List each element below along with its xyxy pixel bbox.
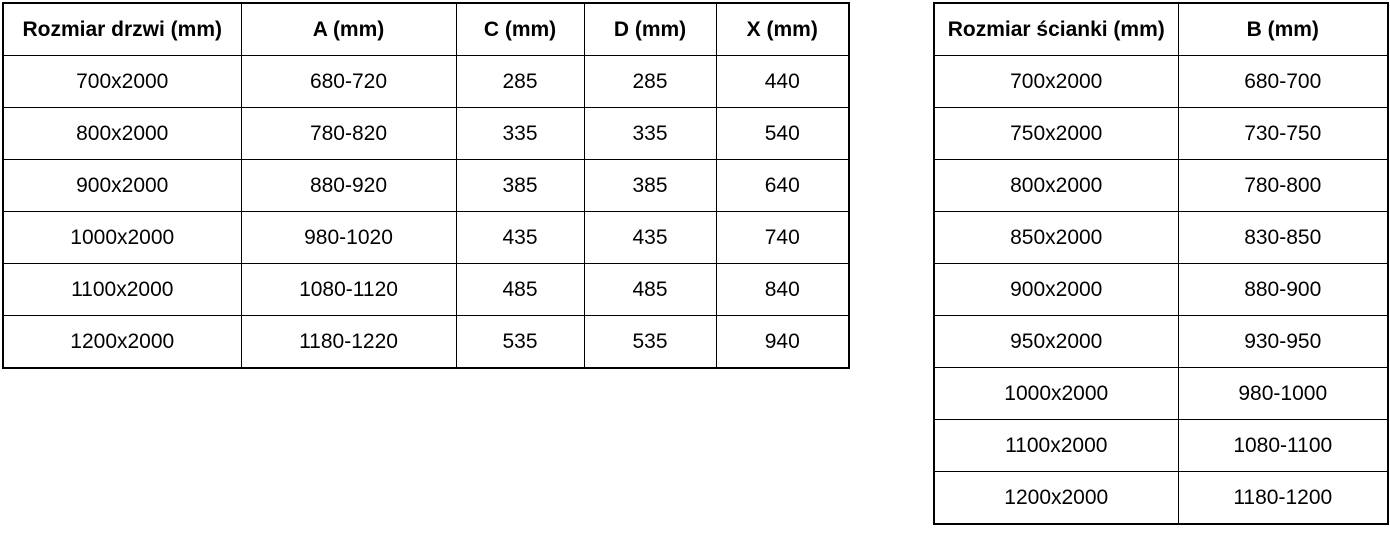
table-row (934, 420, 1388, 472)
table-row (934, 56, 1388, 108)
table-cell: 880-900 (1178, 264, 1388, 316)
table-row (934, 108, 1388, 160)
table-cell: 1200x2000 (934, 472, 1178, 525)
table-cell: 335 (456, 108, 584, 160)
table-cell: 700x2000 (3, 56, 241, 108)
column-header: C (mm) (456, 3, 584, 56)
table-cell: 680-700 (1178, 56, 1388, 108)
table-row (3, 212, 849, 264)
table-cell: 980-1020 (241, 212, 456, 264)
table-cell: 950x2000 (934, 316, 1178, 368)
table-cell: 385 (584, 160, 716, 212)
table-cell: 850x2000 (934, 212, 1178, 264)
table-cell: 1080-1120 (241, 264, 456, 316)
table-row (3, 316, 849, 369)
table-cell: 1080-1100 (1178, 420, 1388, 472)
table-row (3, 160, 849, 212)
table-cell: 1180-1200 (1178, 472, 1388, 525)
table-cell: 1100x2000 (934, 420, 1178, 472)
table-row (934, 472, 1388, 525)
table-cell: 800x2000 (3, 108, 241, 160)
table-cell: 900x2000 (3, 160, 241, 212)
table-cell: 435 (584, 212, 716, 264)
table-cell: 930-950 (1178, 316, 1388, 368)
table-cell: 680-720 (241, 56, 456, 108)
table-row (934, 316, 1388, 368)
table-cell: 740 (716, 212, 849, 264)
column-header: D (mm) (584, 3, 716, 56)
header-row (934, 3, 1388, 56)
table-cell: 535 (584, 316, 716, 369)
table-cell: 1000x2000 (3, 212, 241, 264)
table-cell: 780-800 (1178, 160, 1388, 212)
table-row (3, 264, 849, 316)
table-cell: 285 (584, 56, 716, 108)
table-cell: 730-750 (1178, 108, 1388, 160)
table-cell: 880-920 (241, 160, 456, 212)
table-cell: 1200x2000 (3, 316, 241, 369)
table-cell: 780-820 (241, 108, 456, 160)
table-cell: 285 (456, 56, 584, 108)
column-header: X (mm) (716, 3, 849, 56)
table-cell: 700x2000 (934, 56, 1178, 108)
table-cell: 640 (716, 160, 849, 212)
table-row (934, 212, 1388, 264)
table-cell: 440 (716, 56, 849, 108)
table-cell: 1180-1220 (241, 316, 456, 369)
column-header: Rozmiar drzwi (mm) (3, 3, 241, 56)
table-cell: 980-1000 (1178, 368, 1388, 420)
wall-panel-dimensions-table (933, 2, 1389, 525)
table-cell: 540 (716, 108, 849, 160)
door-dimensions-table (2, 2, 850, 369)
table-cell: 335 (584, 108, 716, 160)
table-cell: 385 (456, 160, 584, 212)
table-row (934, 160, 1388, 212)
table-cell: 485 (456, 264, 584, 316)
table-cell: 485 (584, 264, 716, 316)
table-cell: 900x2000 (934, 264, 1178, 316)
table-row (3, 56, 849, 108)
table-row (934, 264, 1388, 316)
table-cell: 830-850 (1178, 212, 1388, 264)
table-cell: 435 (456, 212, 584, 264)
table-row (3, 108, 849, 160)
table-cell: 1000x2000 (934, 368, 1178, 420)
header-row (3, 3, 849, 56)
column-header: B (mm) (1178, 3, 1388, 56)
table-cell: 800x2000 (934, 160, 1178, 212)
table-row (934, 368, 1388, 420)
table-cell: 535 (456, 316, 584, 369)
column-header: A (mm) (241, 3, 456, 56)
column-header: Rozmiar ścianki (mm) (934, 3, 1178, 56)
table-cell: 1100x2000 (3, 264, 241, 316)
table-cell: 840 (716, 264, 849, 316)
table-cell: 940 (716, 316, 849, 369)
table-cell: 750x2000 (934, 108, 1178, 160)
